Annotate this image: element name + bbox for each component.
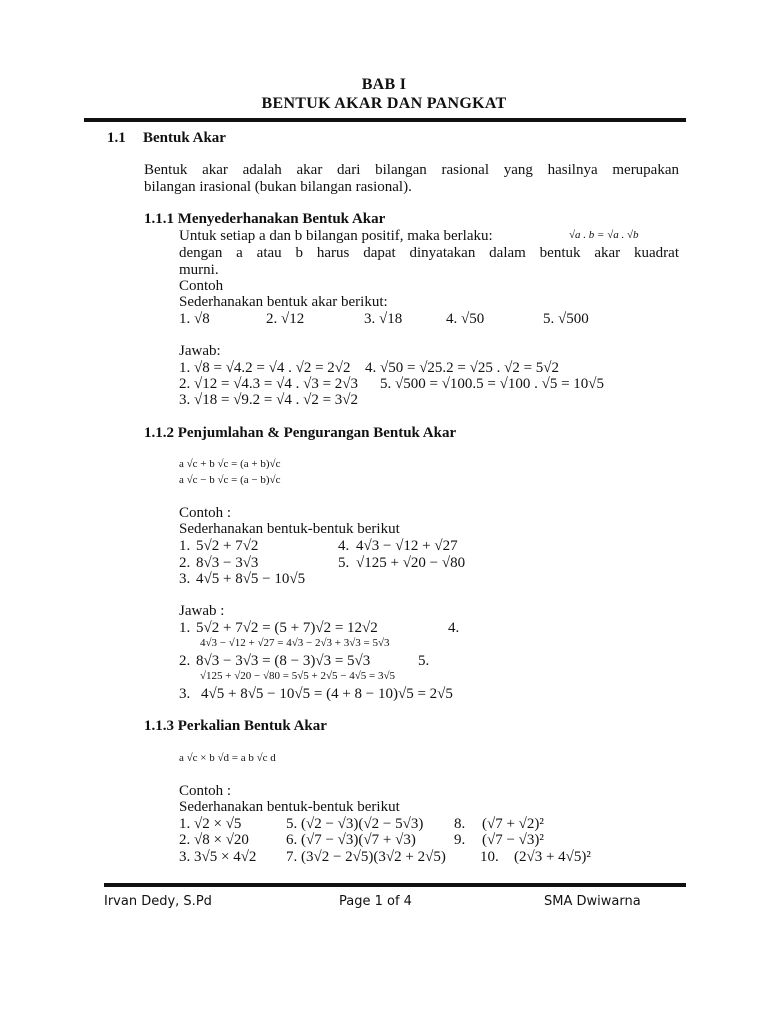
problem-item: 2. √8 × √20 bbox=[179, 832, 249, 848]
formula: √a . b = √a . √b bbox=[569, 229, 639, 241]
problem-number: 10. bbox=[480, 849, 499, 865]
footer-rule bbox=[104, 883, 686, 887]
answer-line: 2. √12 = √4.3 = √4 . √3 = 2√3 bbox=[179, 376, 359, 392]
answer-line: √125 + √20 − √80 = 5√5 + 2√5 − 4√5 = 3√5 bbox=[200, 670, 395, 682]
text-line: murni. bbox=[179, 262, 219, 278]
problem-item: 4. √50 bbox=[446, 311, 485, 327]
subsection-title: 1.1.3 Perkalian Bentuk Akar bbox=[144, 718, 327, 734]
problem-item: √125 + √20 − √80 bbox=[356, 555, 466, 571]
answer-line: 1. √8 = √4.2 = √4 . √2 = 2√2 bbox=[179, 360, 351, 376]
chapter-label: BAB I bbox=[361, 76, 407, 93]
contoh-label: Contoh bbox=[179, 278, 224, 294]
problem-number: 9. bbox=[454, 832, 466, 848]
instruction: Sederhanakan bentuk-bentuk berikut bbox=[179, 521, 400, 537]
problem-item: (√7 + √2)² bbox=[482, 816, 544, 832]
answer-number: 3. bbox=[179, 686, 191, 702]
answer-line: 4. √50 = √25.2 = √25 . √2 = 5√2 bbox=[365, 360, 560, 376]
text-line: dengan a atau b harus dapat dinyatakan dalam bentuk akar kuadrat bbox=[179, 245, 679, 261]
footer-author: Irvan Dedy, S.Pd bbox=[104, 894, 212, 909]
answer-number: 4. bbox=[448, 620, 460, 636]
chapter-title: BENTUK AKAR DAN PANGKAT bbox=[261, 95, 507, 112]
problem-item: 3. 3√5 × 4√2 bbox=[179, 849, 257, 865]
problem-item: (√7 − √3)² bbox=[482, 832, 544, 848]
problem-number: 3. bbox=[179, 571, 191, 587]
answer-line: 4√5 + 8√5 − 10√5 = (4 + 8 − 10)√5 = 2√5 bbox=[201, 686, 453, 702]
problem-item: 8√3 − 3√3 bbox=[196, 555, 259, 571]
problem-item: 4√5 + 8√5 − 10√5 bbox=[196, 571, 306, 587]
problem-item: 6. (√7 − √3)(√7 + √3) bbox=[286, 832, 416, 848]
subsection-title: 1.1.2 Penjumlahan & Pengurangan Bentuk Akar bbox=[144, 425, 457, 441]
answer-line: 4√3 − √12 + √27 = 4√3 − 2√3 + 3√3 = 5√3 bbox=[200, 637, 390, 649]
answer-number: 1. bbox=[179, 620, 191, 636]
problem-item: 1. √2 × √5 bbox=[179, 816, 242, 832]
subsection-title: 1.1.1 Menyederhanakan Bentuk Akar bbox=[144, 211, 386, 227]
problem-item: 3. √18 bbox=[364, 311, 403, 327]
problem-number: 8. bbox=[454, 816, 466, 832]
answer-number: 2. bbox=[179, 653, 191, 669]
jawab-label: Jawab: bbox=[179, 343, 221, 359]
problem-item: 2. √12 bbox=[266, 311, 305, 327]
answer-line: 3. √18 = √9.2 = √4 . √2 = 3√2 bbox=[179, 392, 359, 408]
answer-line: 8√3 − 3√3 = (8 − 3)√3 = 5√3 bbox=[196, 653, 371, 669]
instruction: Sederhanakan bentuk akar berikut: bbox=[179, 294, 388, 310]
jawab-label: Jawab : bbox=[179, 603, 225, 619]
paragraph-line: Bentuk akar adalah akar dari bilangan rasional yang hasilnya merupakan bbox=[144, 162, 679, 178]
contoh-label: Contoh : bbox=[179, 783, 232, 799]
problem-item: 5. √500 bbox=[543, 311, 589, 327]
footer-school: SMA Dwiwarna bbox=[544, 894, 641, 909]
problem-number: 1. bbox=[179, 538, 191, 554]
problem-item: 7. (3√2 − 2√5)(3√2 + 2√5) bbox=[286, 849, 446, 865]
header-rule bbox=[84, 118, 686, 122]
problem-number: 5. bbox=[338, 555, 350, 571]
problem-item: 5. (√2 − √3)(√2 − 5√3) bbox=[286, 816, 424, 832]
problem-item: 5√2 + 7√2 bbox=[196, 538, 259, 554]
answer-line: 5√2 + 7√2 = (5 + 7)√2 = 12√2 bbox=[196, 620, 378, 636]
rule-formula: a √c + b √c = (a + b)√c bbox=[179, 458, 281, 470]
problem-number: 2. bbox=[179, 555, 191, 571]
instruction: Sederhanakan bentuk-bentuk berikut bbox=[179, 799, 400, 815]
rule-formula: a √c × b √d = a b √c d bbox=[179, 752, 276, 764]
paragraph-line: bilangan irasional (bukan bilangan rasional). bbox=[144, 179, 412, 195]
contoh-label: Contoh : bbox=[179, 505, 232, 521]
footer-page: Page 1 of 4 bbox=[339, 894, 412, 909]
answer-number: 5. bbox=[418, 653, 430, 669]
problem-item: 1. √8 bbox=[179, 311, 210, 327]
section-title: Bentuk Akar bbox=[143, 130, 226, 146]
section-number: 1.1 bbox=[107, 130, 126, 146]
text-line: Untuk setiap a dan b bilangan positif, maka berlaku: bbox=[179, 228, 493, 244]
problem-number: 4. bbox=[338, 538, 350, 554]
answer-line: 5. √500 = √100.5 = √100 . √5 = 10√5 bbox=[380, 376, 605, 392]
problem-item: 4√3 − √12 + √27 bbox=[356, 538, 458, 554]
rule-formula: a √c − b √c = (a − b)√c bbox=[179, 474, 281, 486]
problem-item: (2√3 + 4√5)² bbox=[514, 849, 591, 865]
